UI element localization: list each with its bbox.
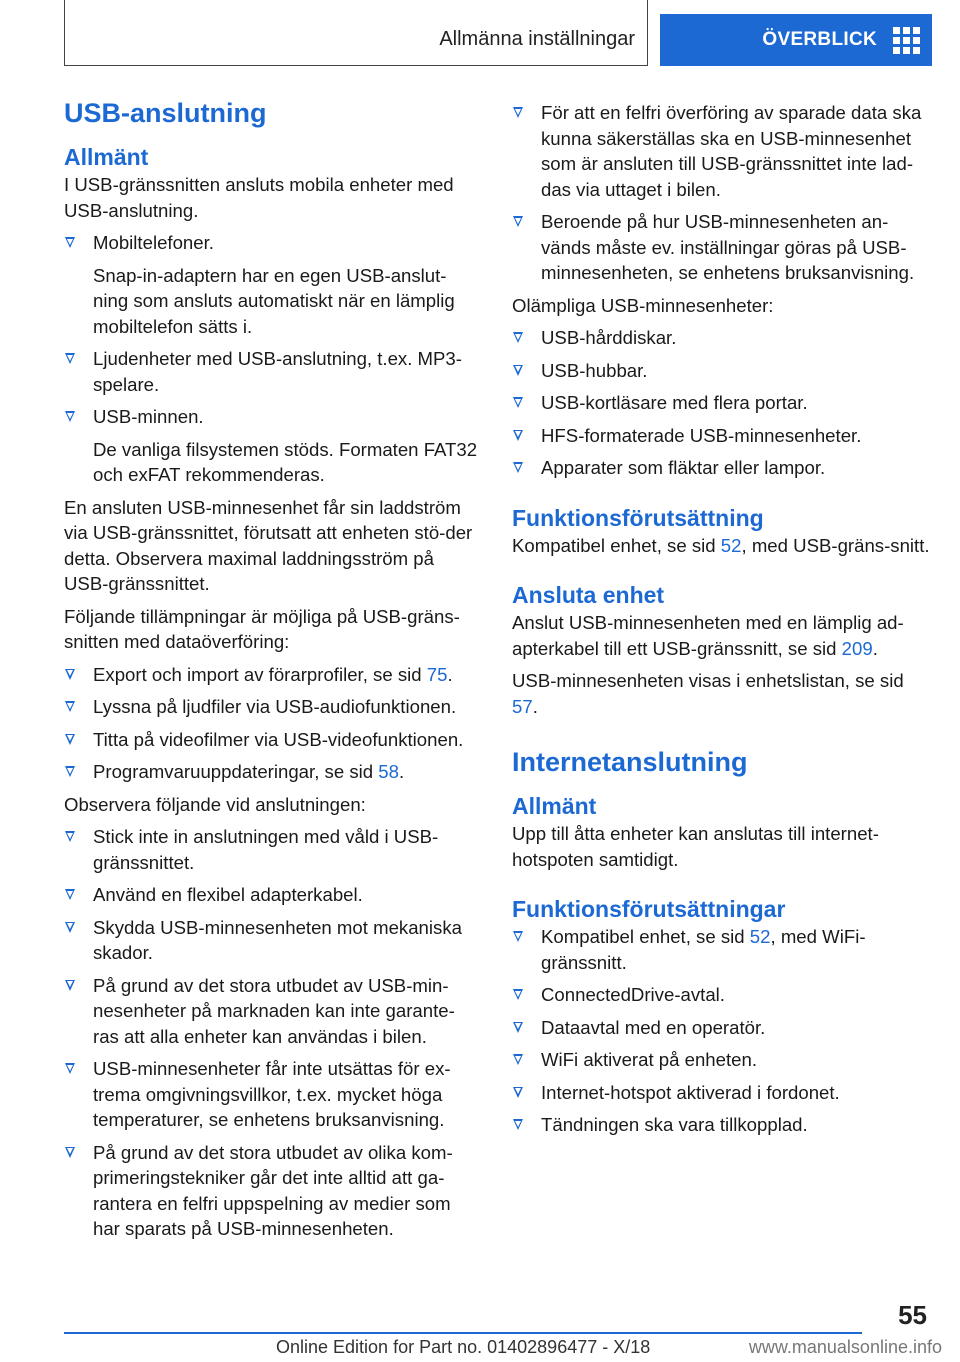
list-item: Dataavtal med en operatör. (512, 1015, 932, 1041)
left-column (64, 96, 478, 1249)
bullet-triangle-icon (65, 889, 75, 900)
bullet-triangle-icon (65, 353, 75, 364)
list-item: Titta på videofilmer via USB-videofunktionen. (64, 727, 478, 753)
bullet-triangle-icon (65, 411, 75, 422)
list-item: WiFi aktiverat på enheten. (512, 1047, 932, 1073)
bullet-triangle-icon (65, 701, 75, 712)
usb-title: USB-anslutning (64, 98, 267, 128)
list-item: USB-kortläsare med flera portar. (512, 390, 932, 416)
bullet-triangle-icon (65, 669, 75, 680)
section-tab (64, 0, 648, 66)
page-header (0, 0, 960, 66)
list-item: Beroende på hur USB-minnesenheten an‐vänds måste ev. inställningar göras på USB-minnesenheten, se enhetens bruksanvisning. (512, 209, 932, 286)
requirement-heading: Funktionsförutsättning (512, 504, 764, 531)
list-item: ConnectedDrive-avtal. (512, 982, 932, 1008)
bullet-triangle-icon (65, 734, 75, 745)
internet-title: Internetanslutning (512, 747, 748, 777)
list-item: Stick inte in anslutningen med våld i USB-gränssnittet. (64, 824, 478, 875)
bullet-triangle-icon (65, 237, 75, 248)
observe-intro: Observera följande vid anslutningen: (64, 793, 366, 815)
usb-intro: I USB-gränssnitten ansluts mobila enheter med USB-anslutning. (64, 174, 454, 221)
apps-list (64, 662, 478, 785)
list-item: Export och import av förarprofiler, se sid 75. (64, 662, 478, 688)
page-link-52[interactable]: 52 (749, 926, 771, 947)
footer-divider (64, 1332, 862, 1334)
list-item: För att en felfri överföring av sparade data ska kunna säkerställas ska en USB-minnesenhet som är ansluten till USB-gränssnittet inte lad‐das via uttaget i bilen. (512, 100, 932, 202)
bullet-triangle-icon (65, 831, 75, 842)
unsuitable-intro: Olämpliga USB-minnesenheter: (512, 294, 774, 316)
list-item: På grund av det stora utbudet av USB-min‐nesenheter på marknaden kan inte garante‐ras att alla enheter kan användas i bilen. (64, 973, 478, 1050)
requirement-text: Kompatibel enhet, se sid 52, med USB-gräns‐snitt. (512, 534, 930, 556)
usage-list (512, 100, 932, 286)
bullet-triangle-icon (513, 462, 523, 473)
requirements-heading: Funktionsförutsättningar (512, 896, 786, 922)
list-item: Programvaruuppdateringar, se sid 58. (64, 759, 478, 785)
bullet-triangle-icon (65, 922, 75, 933)
charge-paragraph: En ansluten USB-minnesenhet får sin laddström via USB-gränssnittet, förutsatt att enheten stö‐der detta. Observera maximal laddningsström på USB-gränssnittet. (64, 496, 473, 594)
list-item-note: Snap-in-adaptern har en egen USB-anslut‐ning som ansluts automatiskt när en lämplig mobiltelefon sätts i. (93, 264, 455, 337)
list-item: Ljudenheter med USB-anslutning, t.ex. MP3-spelare. (64, 346, 478, 397)
bullet-triangle-icon (513, 1087, 523, 1098)
edition-text: Online Edition for Part no. 01402896477 - X/18 (276, 1337, 651, 1357)
list-item-note: De vanliga filsystemen stöds. Formaten FAT32 och exFAT rekommenderas. (93, 438, 478, 485)
device-list (64, 230, 478, 488)
list-item: Lyssna på ljudfiler via USB-audiofunktionen. (64, 694, 478, 720)
right-column (512, 100, 932, 1145)
bullet-triangle-icon (65, 1063, 75, 1074)
device-list-text: USB-minnesenheten visas i enhetslistan, se sid 57. (512, 670, 904, 717)
connect-heading: Ansluta enhet (512, 582, 665, 608)
bullet-triangle-icon (65, 1147, 75, 1158)
list-item: Apparater som fläktar eller lampor. (512, 455, 932, 481)
list-item: USB-minnen. De vanliga filsystemen stöds. Formaten FAT32 och exFAT rekommenderas. (64, 404, 478, 488)
bullet-triangle-icon (513, 332, 523, 343)
list-item: Mobiltelefoner. Snap-in-adaptern har en egen USB-anslut‐ning som ansluts automatiskt när en lämplig mobiltelefon sätts i. (64, 230, 478, 339)
bullet-triangle-icon (513, 931, 523, 942)
bullet-triangle-icon (65, 980, 75, 991)
bullet-triangle-icon (513, 989, 523, 1000)
bullet-triangle-icon (513, 107, 523, 118)
bullet-triangle-icon (513, 430, 523, 441)
grid-icon (893, 27, 920, 54)
bullet-triangle-icon (513, 397, 523, 408)
bullet-triangle-icon (513, 365, 523, 376)
page-link-209[interactable]: 209 (841, 637, 873, 659)
section-title: Allmänna inställningar (439, 28, 635, 50)
page-link-52[interactable]: 52 (720, 534, 742, 556)
overview-button[interactable] (660, 14, 932, 66)
overview-label: ÖVERBLICK (762, 29, 877, 50)
bullet-triangle-icon (513, 216, 523, 227)
apps-intro: Följande tillämpningar är möjliga på USB-gräns‐snitten med dataöverföring: (64, 605, 460, 652)
list-item: USB-hubbar. (512, 358, 932, 384)
requirements-list (512, 924, 932, 1138)
bullet-triangle-icon (65, 766, 75, 777)
list-item: Skydda USB-minnesenheten mot mekaniska skador. (64, 915, 478, 966)
page-number: 55 (898, 1300, 927, 1330)
page-link-57[interactable]: 57 (512, 695, 533, 717)
page-link-75[interactable]: 75 (426, 663, 448, 685)
list-item: På grund av det stora utbudet av olika kom‐primeringstekniker går det inte alltid att ga‐rantera en felfri uppspelning av medier som har sparats på USB-minnesenheten. (64, 1140, 478, 1242)
connect-text: Anslut USB-minnesenheten med en lämplig ad‐apterkabel till ett USB-gränssnitt, se sid 209. (512, 612, 904, 659)
list-item: USB-minnesenheter får inte utsättas för ex‐trema omgivningsvillkor, t.ex. mycket höga temperaturer, se enhetens bruksanvisning. (64, 1056, 478, 1133)
bullet-triangle-icon (513, 1119, 523, 1130)
page-link-58[interactable]: 58 (378, 761, 399, 782)
list-item: Internet-hotspot aktiverad i fordonet. (512, 1080, 932, 1106)
internet-general-heading: Allmänt (512, 793, 597, 819)
usb-general-heading: Allmänt (64, 144, 149, 170)
watermark: www.manualsonline.info (748, 1337, 942, 1357)
bullet-triangle-icon (513, 1022, 523, 1033)
list-item: Kompatibel enhet, se sid 52, med WiFi-gränssnitt. (512, 924, 932, 975)
list-item: Tändningen ska vara tillkopplad. (512, 1112, 932, 1138)
bullet-triangle-icon (513, 1054, 523, 1065)
list-item: USB-hårddiskar. (512, 325, 932, 351)
unsuitable-list (512, 325, 932, 481)
list-item: HFS-formaterade USB-minnesenheter. (512, 423, 932, 449)
hotspot-text: Upp till åtta enheter kan anslutas till internet-hotspoten samtidigt. (512, 823, 879, 870)
list-item: Använd en flexibel adapterkabel. (64, 882, 478, 908)
observe-list (64, 824, 478, 1242)
